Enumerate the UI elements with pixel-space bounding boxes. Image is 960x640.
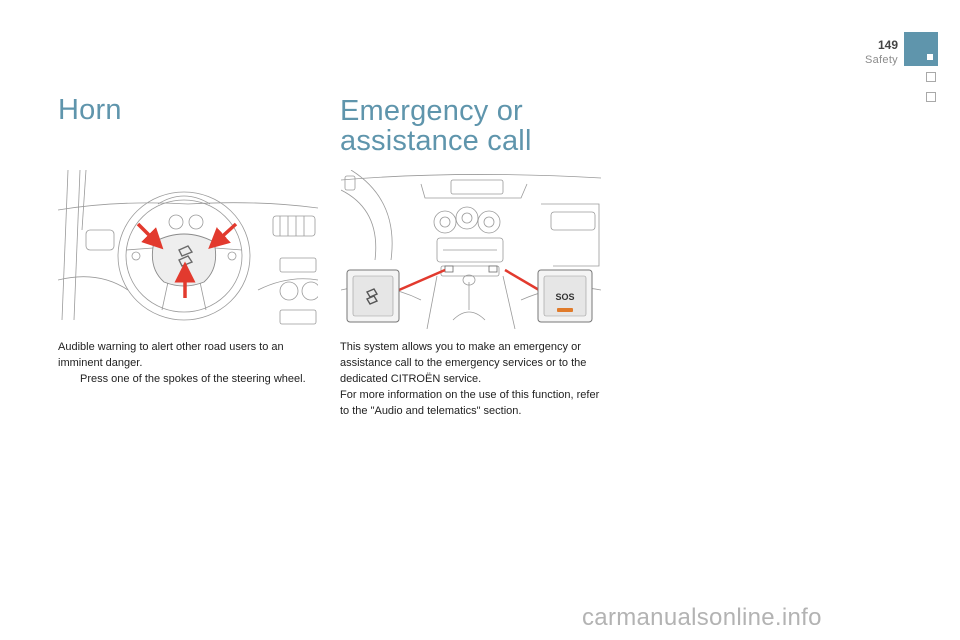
emergency-description: [340, 339, 605, 419]
assistance-button-inset: [347, 270, 399, 322]
tab-placeholder-2: [926, 92, 936, 102]
steering-wheel-drawing: [58, 170, 318, 329]
emergency-heading-line1: Emergency or: [340, 95, 523, 127]
watermark: carmanualsonline.info: [582, 604, 822, 631]
tab-placeholder-1: [926, 72, 936, 82]
emergency-console-illustration: [341, 170, 601, 329]
sos-label: SOS: [555, 292, 575, 302]
emergency-paragraph-2: For more information on the use of this function, refer to the "Audio and telematics" section.: [340, 389, 600, 417]
page-number: 149: [877, 38, 898, 52]
sos-indicator-icon: [557, 308, 573, 312]
horn-step-text: Press one of the spokes of the steering wheel.: [80, 373, 306, 385]
tab-marker-icon: [927, 54, 933, 60]
emergency-heading-line2: assistance call: [340, 125, 532, 157]
horn-heading: Horn: [58, 94, 122, 126]
sos-button-inset: [538, 270, 592, 322]
console-drawing: [341, 170, 601, 329]
steering-wheel-illustration: [58, 170, 318, 329]
emergency-heading: [340, 96, 640, 156]
horn-description: [58, 339, 320, 387]
emergency-paragraph-1: This system allows you to make an emergency or assistance call to the emergency services or to the dedicated CITROËN service.: [340, 341, 587, 385]
horn-intro: Audible warning to alert other road users to an imminent danger.: [58, 341, 284, 369]
horn-step: [58, 371, 320, 387]
section-tab: [904, 32, 938, 66]
section-label: Safety: [865, 54, 898, 66]
